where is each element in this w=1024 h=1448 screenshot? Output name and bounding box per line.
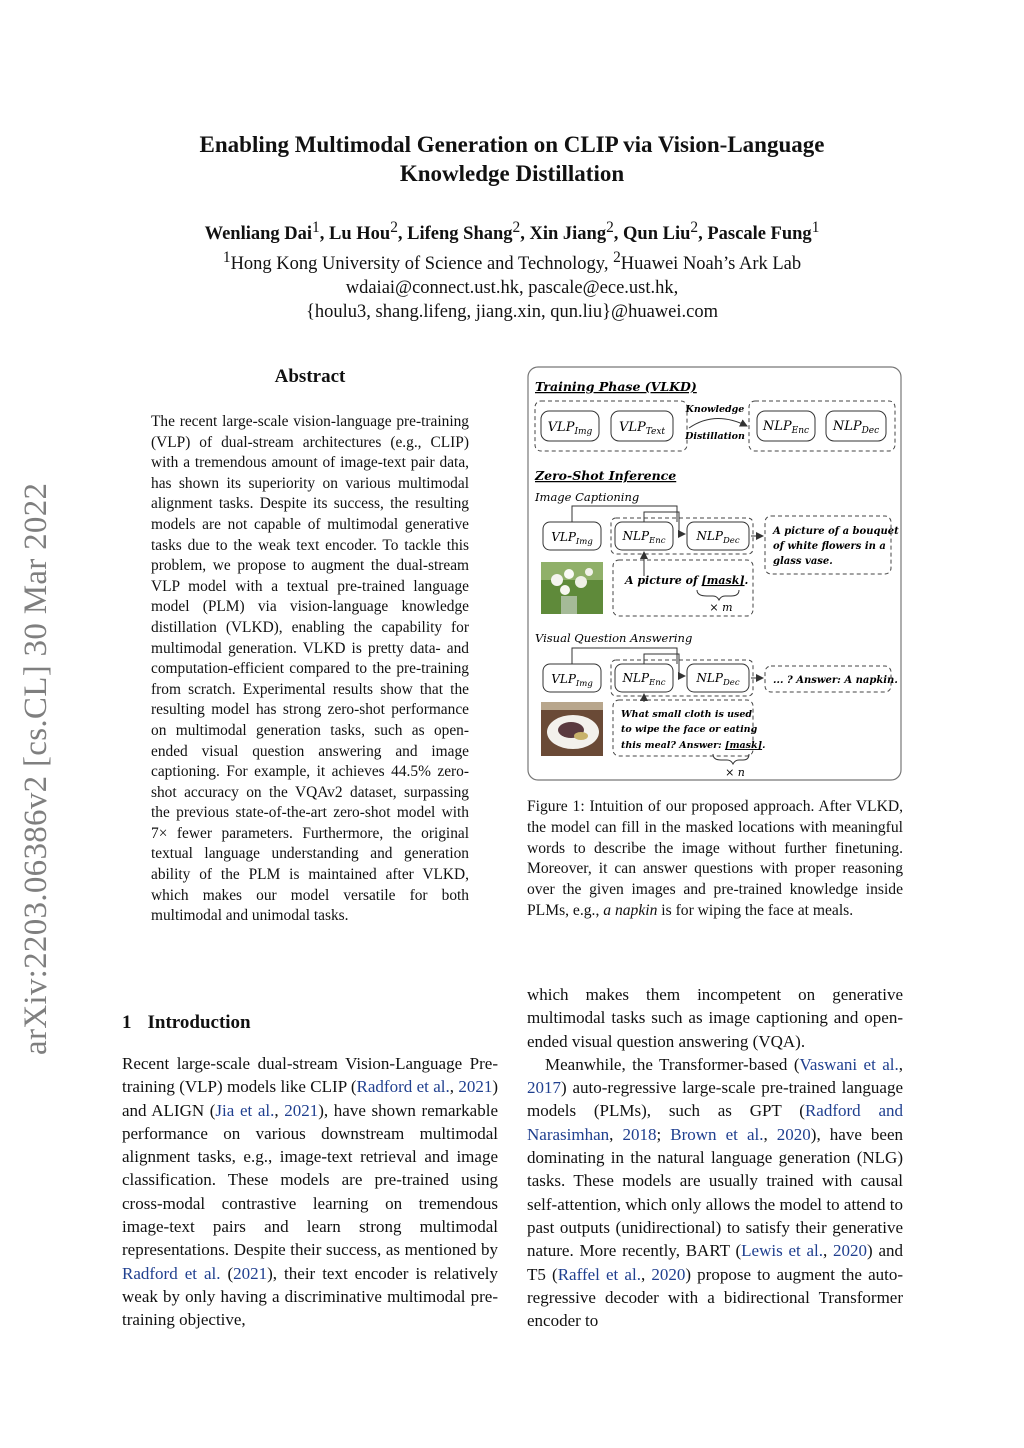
- section-title: Introduction: [147, 1012, 251, 1033]
- cap-nlp-enc-box: [615, 522, 673, 550]
- citation-link[interactable]: Radford et al.: [122, 1263, 221, 1283]
- vqa-label: Visual Question Answering: [535, 631, 693, 645]
- distillation-label: Distillation: [685, 431, 745, 442]
- vqa-output-text: ... ? Answer: A napkin.: [773, 675, 898, 686]
- paragraph-text: (: [220, 1263, 234, 1283]
- paragraph-text: ,: [640, 1264, 652, 1284]
- paragraph-text: ), have shown remarkable performance on various downstream multimodal alignment tasks, e.g., image-text retrieval and image classification. These models are pre-trained using cross-modal contrastive learning on tremendous image-text pairs and learn strong multimodal representations. Despite their success, as mentioned by: [122, 1100, 498, 1260]
- vlp-img-label: VLP: [547, 420, 575, 435]
- section-heading: [122, 1012, 267, 1034]
- citation-link[interactable]: Jia et al.: [215, 1100, 275, 1120]
- caption-text: Intuition of our proposed approach. After VLKD, the model can fill in the masked locations with meaningful words to describe the image without further finetuning. Moreover, it can answer questions with proper reasoning over the given images and pre-trained knowledge inside PLMs, e.g.,: [527, 798, 903, 919]
- nlp-dec-sub: Dec: [861, 426, 880, 436]
- cap-nlp-dec-box: [687, 522, 749, 550]
- citation-link[interactable]: 2020: [651, 1264, 686, 1284]
- vlp-text-label: VLP: [618, 420, 646, 435]
- author-name: Qun Liu: [623, 224, 691, 245]
- paragraph-text: ), their text encoder is relatively weak by only having a discriminative multimodal pre-training objective,: [122, 1263, 498, 1330]
- author-name: Xin Jiang: [529, 224, 607, 245]
- cap-vlp-img-box: [543, 522, 601, 550]
- author-affiliation-marker: 2: [690, 219, 699, 236]
- figure-1: [527, 366, 903, 782]
- vqa-input-mask: [mask]: [724, 740, 763, 751]
- cap-input-mask: [mask]: [701, 574, 745, 587]
- vqa-vlp-label: VLP: [551, 672, 576, 686]
- section-number: 1: [122, 1012, 132, 1033]
- citation-link[interactable]: Vaswani et al.: [799, 1054, 899, 1074]
- citation-link[interactable]: Lewis et al.: [741, 1241, 824, 1261]
- vqa-dec-sub: Dec: [722, 678, 740, 688]
- citation-link[interactable]: 2020: [776, 1124, 811, 1144]
- vqa-input-line-3: [621, 740, 765, 751]
- aff-1-marker: 1: [222, 249, 231, 267]
- intro-right-column: [527, 983, 903, 1332]
- zero-shot-label: Zero-Shot Inference: [535, 468, 677, 483]
- vqa-input-post: .: [762, 740, 766, 751]
- intro-paragraph-2: [527, 1053, 903, 1333]
- vqa-input-line-1: What small cloth is used: [621, 709, 753, 720]
- paragraph-text: ) and T5 (: [527, 1241, 903, 1284]
- cap-output-line-3: glass vase.: [773, 556, 833, 567]
- paragraph-text: ,: [823, 1241, 834, 1261]
- author-affiliation-marker: 2: [606, 219, 614, 236]
- nlp-enc-label: NLP: [762, 419, 792, 434]
- cap-output-line-1: A picture of a bouquet: [773, 526, 899, 537]
- paragraph-text: ,: [449, 1077, 459, 1097]
- author-affiliation-marker: 2: [390, 219, 398, 236]
- knowledge-label: Knowledge: [685, 404, 745, 415]
- nlp-enc-sub: Enc: [791, 426, 810, 436]
- citation-link[interactable]: Raffel et al.: [557, 1264, 641, 1284]
- nlp-dec-box: [826, 411, 886, 441]
- vqa-nlp-enc-box: [615, 664, 673, 692]
- paragraph-text: ;: [656, 1124, 671, 1144]
- author-name: Wenliang Dai: [204, 224, 313, 245]
- affiliation-1: Hong Kong University of Science and Technology,: [230, 254, 614, 275]
- vlp-text-box: [611, 411, 673, 441]
- vqa-input-line-2: to wipe the face or eating: [621, 724, 758, 735]
- citation-link[interactable]: 2020: [833, 1241, 868, 1261]
- title-line-1: Enabling Multimodal Generation on CLIP via Vision-Language: [199, 132, 825, 157]
- paragraph-text: ), have been dominating in the natural language generation (NLG) tasks. These models are usually trained with causal self-attention, which only allows the model to attend to past outputs (unidirectional) to satisfy their generative nature. More recently, BART (: [527, 1124, 904, 1261]
- paragraph-text: Recent large-scale dual-stream Vision-Language Pre-training (VLP) models like CLIP (: [122, 1054, 498, 1097]
- arxiv-stamp: arXiv:2203.06386v2 [cs.CL] 30 Mar 2022: [18, 482, 54, 1055]
- paragraph-text: ,: [763, 1124, 777, 1144]
- figure-diagram: [527, 366, 903, 782]
- paragraph-text: Meanwhile, the Transformer-based (: [545, 1054, 800, 1074]
- training-phase-label: Training Phase (VLKD): [535, 379, 697, 394]
- caption-emphasis: a napkin: [603, 901, 658, 919]
- citation-link[interactable]: Radford et al.: [356, 1077, 450, 1097]
- author-affiliation-marker: 2: [512, 219, 521, 236]
- paragraph-text: ) and ALIGN (: [122, 1077, 499, 1120]
- vlp-img-sub: Img: [574, 427, 593, 437]
- vqa-vlp-sub: Img: [575, 679, 593, 689]
- email-line-1: wdaiai@connect.ust.hk, pascale@ece.ust.hk,: [345, 278, 679, 299]
- nlp-enc-box: [757, 411, 815, 441]
- cap-vlp-sub: Img: [575, 537, 593, 547]
- citation-link[interactable]: 2017: [527, 1078, 561, 1098]
- author-name: Pascale Fung: [707, 224, 812, 245]
- meal-image: [541, 702, 603, 756]
- vlp-img-box: [541, 411, 599, 441]
- author-name: Lu Hou: [329, 224, 391, 245]
- title-line-2: Knowledge Distillation: [399, 161, 625, 186]
- vqa-nlp-dec-box: [687, 664, 749, 692]
- flowers-image: [541, 562, 603, 614]
- citation-link[interactable]: Brown et al.: [670, 1124, 764, 1144]
- intro-left-column: [122, 1052, 498, 1332]
- cap-input-pre: A picture of: [625, 574, 702, 587]
- citation-link[interactable]: 2021: [458, 1077, 493, 1097]
- intro-paragraph-1-cont: which makes them incompetent on generative multimodal tasks such as image captioning and open-ended visual question answering (VQA).: [527, 985, 903, 1051]
- cap-output-line-2: of white flowers in a: [773, 541, 886, 552]
- paragraph-text: ,: [898, 1054, 903, 1074]
- figure-caption: [527, 797, 903, 922]
- author-affiliation-marker: 1: [811, 219, 820, 236]
- aff-2-marker: 2: [613, 249, 621, 267]
- paragraph-text: ) propose to augment the auto-regressive decoder with a bidirectional Transformer encoder to: [527, 1264, 904, 1331]
- times-m: × m: [709, 601, 733, 614]
- citation-link[interactable]: 2018: [622, 1124, 657, 1144]
- vlp-text-sub: Text: [645, 427, 666, 437]
- vqa-input-pre: this meal? Answer:: [621, 740, 725, 751]
- vqa-dec-label: NLP: [696, 671, 723, 685]
- cap-input-post: .: [744, 574, 749, 587]
- abstract-heading: Abstract: [274, 366, 346, 387]
- paragraph-text: ,: [274, 1100, 285, 1120]
- email-line-2: {houlu3, shang.lifeng, jiang.xin, qun.liu}@huawei.com: [306, 302, 718, 323]
- nlp-dec-label: NLP: [832, 419, 862, 434]
- citation-link[interactable]: Radford and Narasimhan: [527, 1101, 903, 1144]
- paper-title: [0, 130, 1024, 188]
- caption-prefix: Figure 1:: [527, 798, 590, 815]
- affiliation-2: Huawei Noah’s Ark Lab: [620, 254, 802, 275]
- author-block: [0, 216, 1024, 324]
- citation-link[interactable]: 2021: [233, 1263, 268, 1283]
- times-n: × n: [725, 766, 745, 779]
- cap-vlp-label: VLP: [551, 530, 576, 544]
- cap-input-text: [624, 574, 749, 587]
- cap-enc-sub: Enc: [649, 536, 666, 546]
- vqa-vlp-img-box: [543, 664, 601, 692]
- author-name: Lifeng Shang: [407, 224, 513, 245]
- paragraph-text: ,: [609, 1124, 623, 1144]
- intro-paragraph-1: [122, 1052, 498, 1332]
- caption-end: is for wiping the face at meals.: [657, 901, 854, 919]
- paragraph-text: ) auto-regressive large-scale pre-trained language models (PLMs), such as GPT (: [527, 1078, 903, 1121]
- image-captioning-label: Image Captioning: [535, 490, 640, 504]
- citation-link[interactable]: 2021: [284, 1100, 319, 1120]
- author-affiliation-marker: 1: [312, 219, 320, 236]
- author-names: Wenliang Dai$^1$, Lu Hou$^2$, Lifeng Shang$^2$, Xin Jiang$^2$, Qun Liu$^2$, Pascale Fung$^1$: [204, 219, 820, 245]
- vqa-enc-label: NLP: [622, 671, 650, 685]
- cap-dec-sub: Dec: [722, 536, 740, 546]
- cap-enc-label: NLP: [622, 529, 650, 543]
- abstract-body: The recent large-scale vision-language pre-training (VLP) of dual-stream architectures (e.g., CLIP) with a tremendous amount of image-text pair data, has shown its superiority on various multimodal alignment tasks. Despite its success, the resulting models are not capable of multimodal generative tasks due to the weak text encoder. To tackle this problem, we propose to augment the dual-stream VLP model with a textual pre-trained language model (PLM) via vision-language knowledge distillation (VLKD), enabling the capability for multimodal generation. VLKD is pretty data- and computation-efficient compared to the pre-training from scratch. Experimental results show that the resulting model has strong zero-shot performance on multimodal generation tasks, such as open-ended visual question answering and image captioning. For example, it achieves 44.5% zero-shot accuracy on the VQAv2 dataset, surpassing the previous state-of-the-art zero-shot model with 7× fewer parameters. Furthermore, the original textual language understanding and generation ability of the PLM is maintained after VLKD, which makes our model versatile for both multimodal and unimodal tasks.: [151, 413, 469, 925]
- affiliations: [0, 246, 1024, 276]
- cap-dec-label: NLP: [696, 529, 723, 543]
- vqa-enc-sub: Enc: [649, 678, 666, 688]
